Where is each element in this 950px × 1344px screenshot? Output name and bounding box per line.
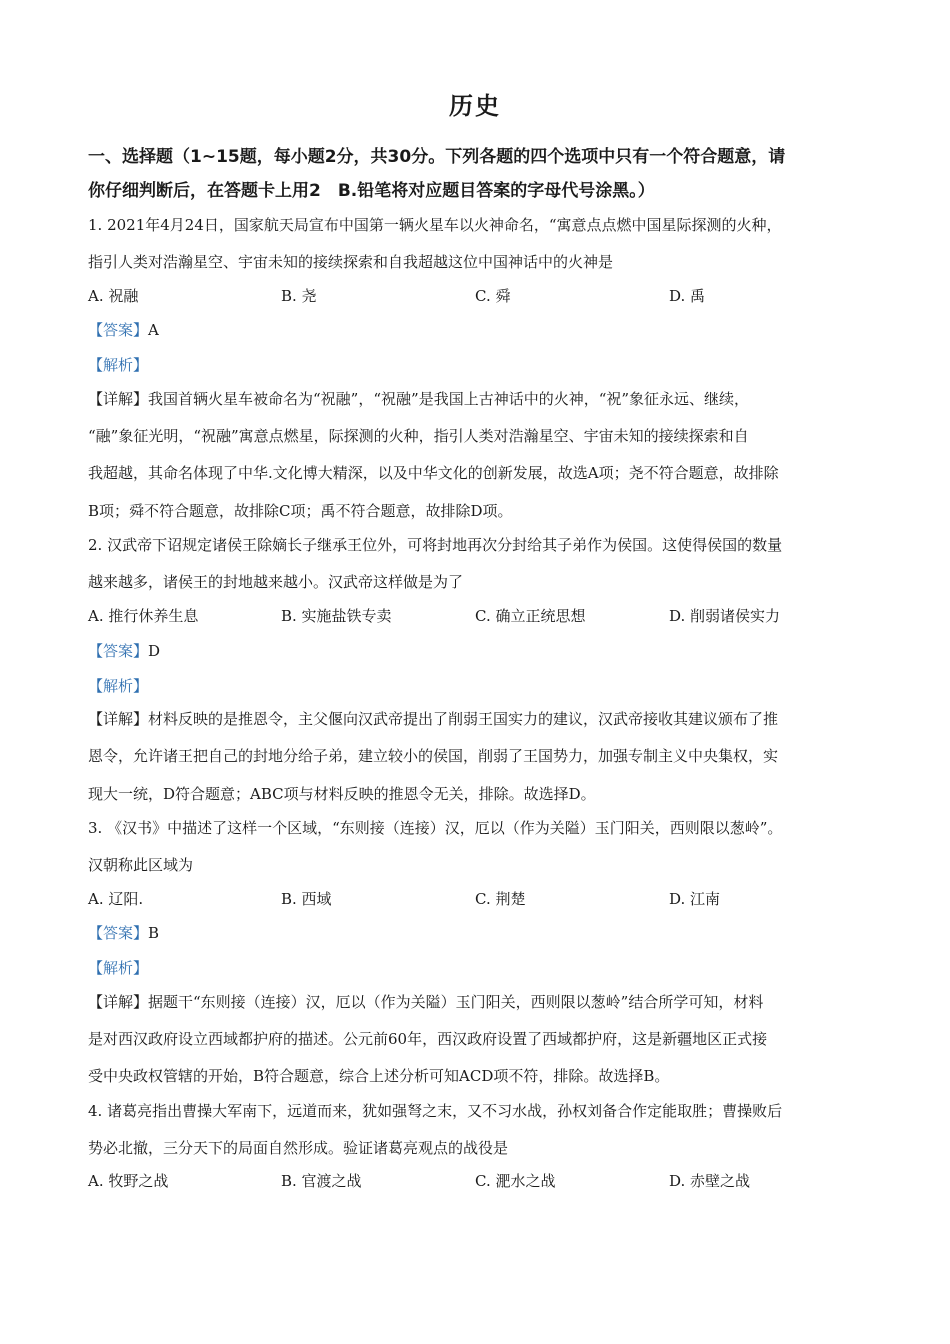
- question-2-option-a: A. 推行休养生息: [88, 607, 199, 625]
- question-2-detail-line-1: 【详解】材料反映的是推恩令，主父偃向汉武帝提出了削弱王国实力的建议，汉武帝接收其建议颁布了推: [88, 710, 779, 728]
- section-header-line-2: 你仔细判断后，在答题卡上用2 B.铅笔将对应题目答案的字母代号涂黑。）: [88, 181, 655, 201]
- question-3-detail-line-2: 是对西汉政府设立西域都护府的描述。公元前60年，西汉政府设置了西域都护府，这是新疆地区正式接: [88, 1030, 768, 1048]
- question-2-answer: [88, 640, 878, 662]
- question-3-option-c: C. 荆楚: [475, 890, 526, 908]
- question-2-option-c: C. 确立正统思想: [475, 607, 586, 625]
- question-2-detail-line-3: 现大一统，D符合题意；ABC项与材料反映的推恩令无关，排除。故选择D。: [88, 785, 596, 803]
- question-3-option-d: D. 江南: [669, 890, 721, 908]
- question-1-analysis-tag: 【解析】: [88, 356, 149, 374]
- question-1-stem-line-1: 1. 2021年4月24日，国家航天局宣布中国第一辆火星车以火神命名，“寓意点点燃中国星际探测的火种，: [88, 216, 782, 234]
- question-1-detail-line-3: 我超越，其命名体现了中华.文化博大精深，以及中华文化的创新发展，故选A项；尧不符合题意，故排除: [88, 464, 779, 482]
- answer-tag: 【答案】: [88, 321, 149, 339]
- question-3-stem-line-1: 3. 《汉书》中描述了这样一个区域，“东则接（连接）汉，厄以（作为关隘）玉门阳关，西则限以葱岭”。: [88, 819, 783, 837]
- question-2-detail-line-2: 恩令，允许诸王把自己的封地分给子弟，建立较小的侯国，削弱了王国势力，加强专制主义中央集权，实: [88, 747, 779, 765]
- question-1-detail-line-1: 【详解】我国首辆火星车被命名为“祝融”，“祝融”是我国上古神话中的火神，“祝”象征永远、继续，: [88, 390, 750, 408]
- question-3-detail-line-1: 【详解】据题干“东则接（连接）汉，厄以（作为关隘）玉门阳关，西则限以葱岭”结合所学可知，材料: [88, 993, 764, 1011]
- question-4-option-a: A. 牧野之战: [88, 1172, 169, 1190]
- question-1-option-d: D. 禹: [669, 287, 706, 305]
- question-4-option-b: B. 官渡之战: [281, 1172, 362, 1190]
- question-1-option-c: C. 舜: [475, 287, 511, 305]
- question-1-stem-line-2: 指引人类对浩瀚星空、宇宙未知的接续探索和自我超越这位中国神话中的火神是: [88, 253, 614, 271]
- question-2-analysis-tag: 【解析】: [88, 677, 149, 695]
- detail-tag: 【详解】: [88, 710, 149, 728]
- question-2-option-d: D. 削弱诸侯实力: [669, 607, 781, 625]
- detail-tag: 【详解】: [88, 993, 149, 1011]
- question-3-stem-line-2: 汉朝称此区域为: [88, 856, 194, 874]
- question-1-option-a: A. 祝融: [88, 287, 139, 305]
- section-header: [88, 140, 878, 208]
- answer-value: A: [148, 321, 159, 339]
- question-4-stem-line-2: 势必北撤，三分天下的局面自然形成。验证诸葛亮观点的战役是: [88, 1139, 509, 1157]
- page-title: 历史: [449, 92, 501, 120]
- detail-tag: 【详解】: [88, 390, 149, 408]
- section-header-line-1: 一、选择题（1~15题，每小题2分，共30分。下列各题的四个选项中只有一个符合题意，请: [88, 147, 786, 167]
- question-3-option-b: B. 西域: [281, 890, 332, 908]
- answer-value: D: [148, 642, 161, 660]
- question-4-option-d: D. 赤壁之战: [669, 1172, 751, 1190]
- question-1-answer: [88, 319, 878, 341]
- question-3-option-a: A. 辽阳.: [88, 890, 144, 908]
- question-3-analysis-tag: 【解析】: [88, 959, 149, 977]
- question-3-detail-line-3: 受中央政权管辖的开始，B符合题意，综合上述分析可知ACD项不符，排除。故选择B。: [88, 1067, 670, 1085]
- question-4-stem-line-1: 4. 诸葛亮指出曹操大军南下，远道而来，犹如强弩之末，又不习水战，孙权刘备合作定能取胜；曹操败后: [88, 1102, 783, 1120]
- question-4-option-c: C. 淝水之战: [475, 1172, 556, 1190]
- question-2-stem-line-1: 2. 汉武帝下诏规定诸侯王除嫡长子继承王位外，可将封地再次分封给其子弟作为侯国。这使得侯国的数量: [88, 536, 783, 554]
- question-1-detail-line-2: “融”象征光明，“祝融”寓意点燃星，际探测的火种，指引人类对浩瀚星空、宇宙未知的接续探索和自: [88, 427, 749, 445]
- question-2-option-b: B. 实施盐铁专卖: [281, 607, 392, 625]
- question-1-option-b: B. 尧: [281, 287, 317, 305]
- answer-tag: 【答案】: [88, 642, 149, 660]
- question-2-stem-line-2: 越来越多，诸侯王的封地越来越小。汉武帝这样做是为了: [88, 573, 464, 591]
- answer-value: B: [148, 924, 160, 942]
- answer-tag: 【答案】: [88, 924, 149, 942]
- question-1-detail-line-4: B项；舜不符合题意，故排除C项；禹不符合题意，故排除D项。: [88, 502, 513, 520]
- question-3-answer: [88, 922, 878, 944]
